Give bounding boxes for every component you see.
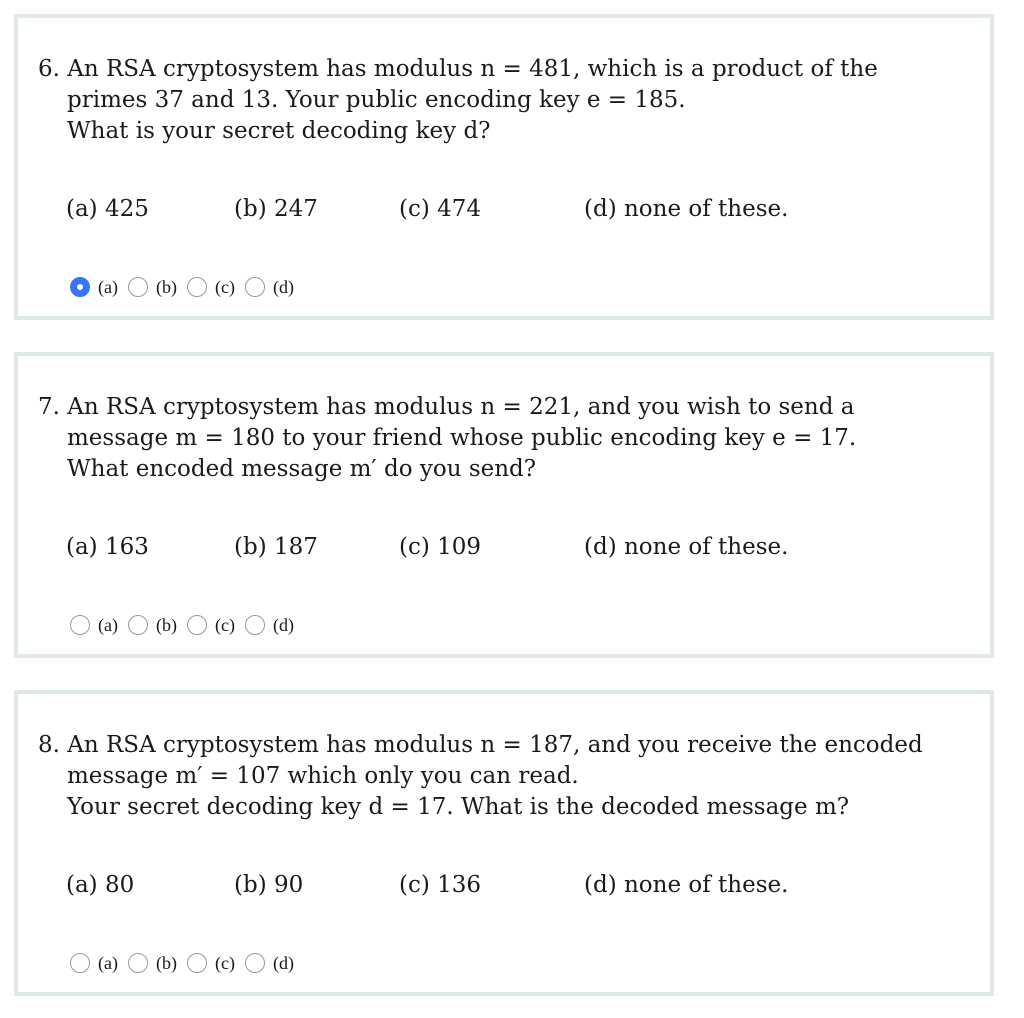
radio-button[interactable]	[128, 277, 148, 297]
answer-choice-b: (b) 247	[234, 196, 318, 222]
question-card-6	[14, 14, 994, 320]
question-line: message m = 180 to your friend whose public encoding key e = 17.	[67, 425, 857, 451]
answer-choice-a: (a) 163	[66, 534, 149, 560]
radio-option-a[interactable]	[70, 615, 118, 636]
radio-label: (b)	[155, 614, 177, 635]
question-line: 7. An RSA cryptosystem has modulus n = 221, and you wish to send a	[38, 394, 855, 420]
question-text	[38, 392, 938, 485]
question-line: What encoded message m′ do you send?	[67, 456, 537, 482]
answer-choice-b: (b) 187	[234, 534, 318, 560]
answer-choice-c: (c) 474	[399, 196, 482, 222]
answer-choice-c: (c) 136	[399, 872, 482, 898]
radio-option-a[interactable]	[70, 277, 118, 298]
radio-label: (c)	[214, 952, 235, 973]
question-text	[38, 54, 938, 147]
radio-label: (d)	[272, 952, 294, 973]
answer-radio-group	[70, 951, 304, 975]
question-line: 6. An RSA cryptosystem has modulus n = 481, which is a product of the	[38, 56, 878, 82]
answer-radio-group	[70, 275, 304, 299]
answer-choice-a: (a) 425	[66, 196, 149, 222]
answer-radio-group	[70, 613, 304, 637]
radio-label: (d)	[272, 276, 294, 297]
radio-option-b[interactable]	[128, 953, 177, 974]
question-card-7	[14, 352, 994, 658]
radio-button[interactable]	[128, 953, 148, 973]
radio-button[interactable]	[187, 953, 207, 973]
radio-option-a[interactable]	[70, 953, 118, 974]
answer-choice-a: (a) 80	[66, 872, 135, 898]
question-line: primes 37 and 13. Your public encoding key e = 185.	[67, 87, 686, 113]
radio-label: (a)	[98, 614, 118, 635]
answer-choice-c: (c) 109	[399, 534, 482, 560]
radio-button[interactable]	[70, 953, 90, 973]
radio-button[interactable]	[187, 277, 207, 297]
question-line: What is your secret decoding key d?	[67, 118, 491, 144]
radio-option-b[interactable]	[128, 277, 177, 298]
radio-button[interactable]	[187, 615, 207, 635]
radio-option-b[interactable]	[128, 615, 177, 636]
radio-label: (c)	[214, 614, 235, 635]
radio-label: (b)	[155, 952, 177, 973]
radio-button[interactable]	[245, 615, 265, 635]
question-line: Your secret decoding key d = 17. What is the decoded message m?	[67, 794, 850, 820]
radio-option-c[interactable]	[187, 953, 235, 974]
radio-label: (a)	[98, 952, 118, 973]
radio-label: (a)	[98, 276, 118, 297]
radio-label: (b)	[155, 276, 177, 297]
radio-option-d[interactable]	[245, 953, 294, 974]
question-line: 8. An RSA cryptosystem has modulus n = 187, and you receive the encoded	[38, 732, 923, 758]
radio-option-c[interactable]	[187, 277, 235, 298]
radio-option-d[interactable]	[245, 615, 294, 636]
question-card-8	[14, 690, 994, 996]
answer-choice-d: (d) none of these.	[584, 196, 789, 222]
radio-option-c[interactable]	[187, 615, 235, 636]
answer-choice-b: (b) 90	[234, 872, 304, 898]
question-text	[38, 730, 938, 823]
radio-button[interactable]	[245, 277, 265, 297]
radio-button[interactable]	[245, 953, 265, 973]
radio-label: (d)	[272, 614, 294, 635]
answer-choice-d: (d) none of these.	[584, 534, 789, 560]
answer-choice-d: (d) none of these.	[584, 872, 789, 898]
radio-option-d[interactable]	[245, 277, 294, 298]
radio-label: (c)	[214, 276, 235, 297]
question-line: message m′ = 107 which only you can read.	[67, 763, 579, 789]
radio-button[interactable]	[128, 615, 148, 635]
radio-button[interactable]	[70, 615, 90, 635]
radio-button-checked[interactable]	[70, 277, 90, 297]
